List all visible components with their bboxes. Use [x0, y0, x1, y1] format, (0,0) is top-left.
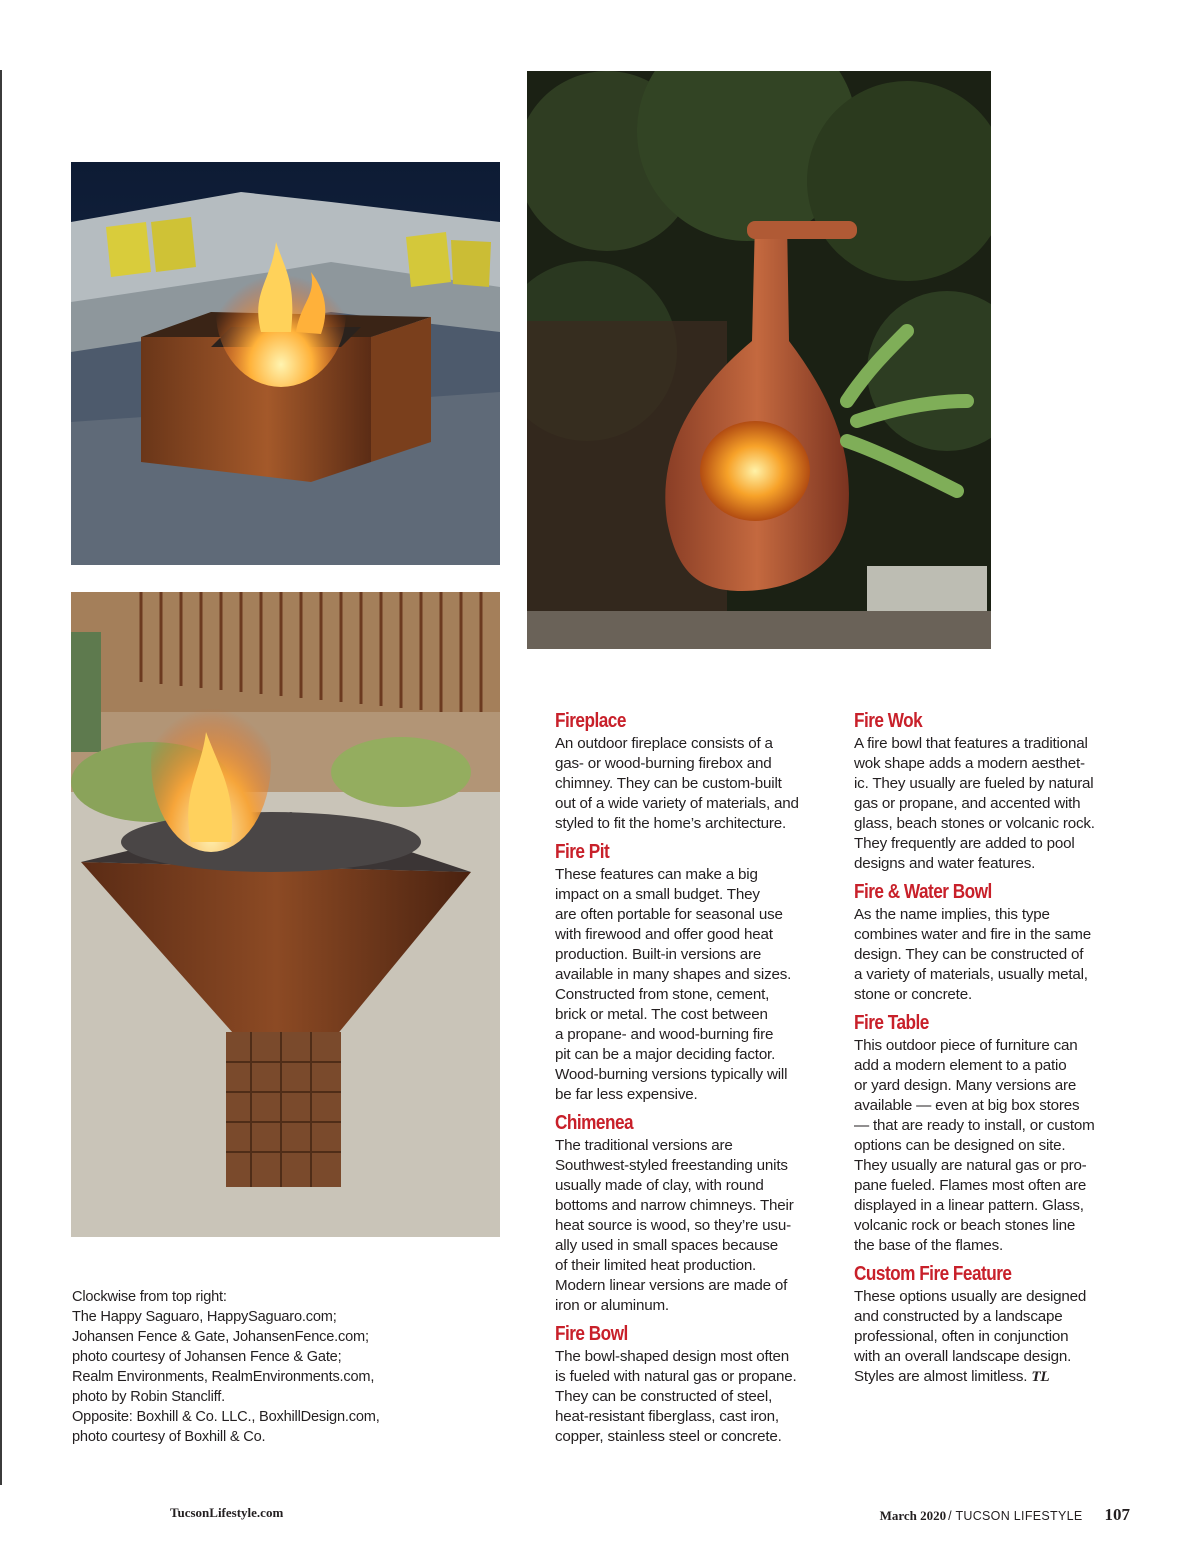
credit-line: Opposite: Boxhill & Co. LLC., BoxhillDesign.com,: [72, 1409, 380, 1425]
section-body: As the name implies, this type combines water and fire in the same design. They can be constructed of a variety of materials, usually metal, stone or concrete.: [854, 906, 1091, 1003]
page-edge-rule: [0, 70, 2, 1485]
credit-line: Clockwise from top right:: [72, 1289, 227, 1305]
page-number: 107: [1104, 1505, 1130, 1524]
article-column-left: [555, 709, 837, 1453]
section-custom-fire-feature: [854, 1262, 1144, 1387]
section-body: The traditional versions are Southwest-styled freestanding units usually made of clay, with round bottoms and narrow chimneys. Their heat source is wood, so they’re usu- ally used in small spaces because of their limited heat production. Modern linear versions are made of iron or aluminum.: [555, 1137, 794, 1314]
square-fire-pit-photo: [71, 162, 500, 565]
section-body: These options usually are designed and constructed by a landscape professional, often in conjunction with an overall landscape design. Styles are almost limitless. TL: [854, 1288, 1087, 1385]
inverted-pyramid-fire-bowl-photo: [71, 592, 500, 1237]
photo-credits: [72, 1287, 492, 1447]
section-fireplace: [555, 709, 837, 834]
section-body: This outdoor piece of furniture can add a modern element to a patio or yard design. Many versions are available — even at big box stores — that are ready to install, or custom options can be designed on site. They usually are natural gas or pro- pane fueled. Flames most often are displayed in a linear pattern. Glass, volcanic rock or beach stones line the base of the flames.: [854, 1037, 1095, 1254]
section-heading: Fire Pit: [555, 841, 610, 863]
clay-chimenea-photo: [527, 71, 991, 649]
section-heading: Fire Bowl: [555, 1323, 628, 1345]
credit-line: photo courtesy of Boxhill & Co.: [72, 1429, 266, 1445]
footer-website: TucsonLifestyle.com: [170, 1505, 284, 1520]
section-heading: Fireplace: [555, 710, 626, 732]
section-body: A fire bowl that features a traditional wok shape adds a modern aesthet- ic. They usually are fueled by natural gas or propane, and accented with glass, beach stones or volcanic rock. They frequently are added to pool designs and water features.: [854, 735, 1095, 872]
section-heading: Custom Fire Feature: [854, 1263, 1012, 1285]
credit-line: photo by Robin Stancliff.: [72, 1389, 225, 1405]
section-heading: Fire Table: [854, 1012, 929, 1034]
article-column-right: [854, 709, 1144, 1393]
section-fire-wok: [854, 709, 1144, 874]
section-body: These features can make a big impact on a small budget. They are often portable for seasonal use with firewood and offer good heat production. Built-in versions are available in many shapes and sizes. Constructed from stone, cement, brick or metal. The cost between a propane- and wood-burning fire pit can be a major deciding factor. Wood-burning versions typically will be far less expensive.: [555, 866, 792, 1103]
credit-line: Realm Environments, RealmEnvironments.com,: [72, 1369, 375, 1385]
section-heading: Fire Wok: [854, 710, 923, 732]
credit-line: photo courtesy of Johansen Fence & Gate;: [72, 1349, 342, 1365]
credit-line: The Happy Saguaro, HappySaguaro.com;: [72, 1309, 337, 1325]
credit-line: Johansen Fence & Gate, JohansenFence.com;: [72, 1329, 369, 1345]
section-chimenea: [555, 1111, 837, 1316]
section-fire-water-bowl: [854, 880, 1144, 1005]
magazine-name: / TUCSON LIFESTYLE: [948, 1509, 1083, 1523]
footer-folio: [880, 1505, 1130, 1525]
section-heading: Fire & Water Bowl: [854, 881, 992, 903]
section-body: The bowl-shaped design most often is fueled with natural gas or propane. They can be constructed of steel, heat-resistant fiberglass, cast iron, copper, stainless steel or concrete.: [555, 1348, 797, 1445]
issue-date: March 2020: [879, 1508, 947, 1523]
section-fire-pit: [555, 840, 837, 1105]
section-fire-bowl: [555, 1322, 837, 1447]
end-mark: TL: [1031, 1368, 1050, 1385]
section-heading: Chimenea: [555, 1112, 634, 1134]
section-fire-table: [854, 1011, 1144, 1256]
section-body: An outdoor fireplace consists of a gas- or wood-burning firebox and chimney. They can be custom-built out of a wide variety of materials, and styled to fit the home’s architecture.: [555, 735, 799, 832]
